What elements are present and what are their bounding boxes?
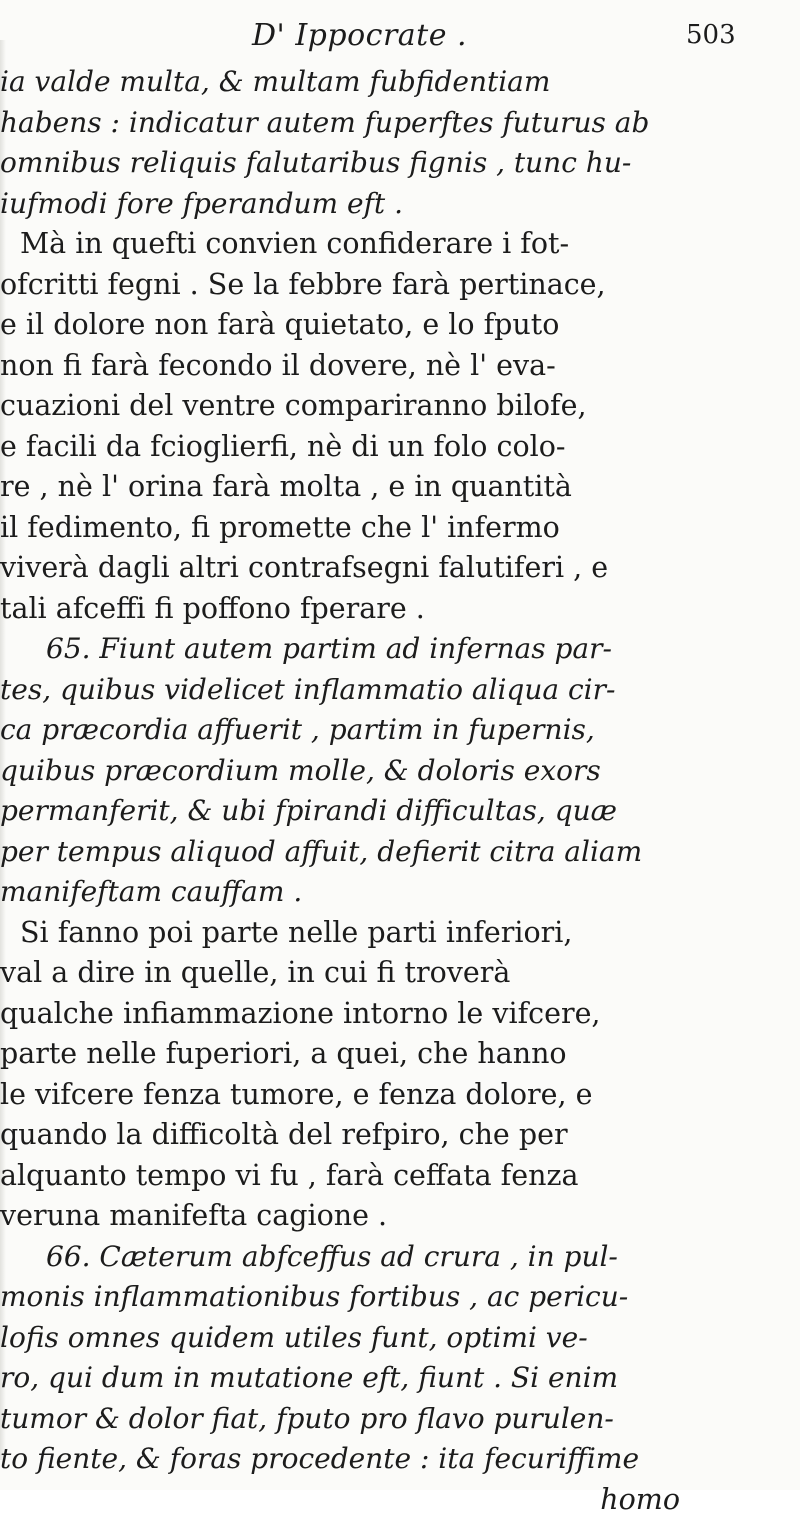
text-line: qualche infiammazione intorno le vifcere, [0,994,790,1035]
text-line: per tempus aliquod affuit, defierit citra aliam [0,832,790,873]
text-line: val a dire in quelle, in cui fi troverà [0,953,790,994]
catchword: homo [0,1480,790,1520]
text-line: viverà dagli altri contrafsegni falutiferi , e [0,548,790,589]
body-text [0,62,790,1520]
text-line: alquanto tempo vi fu , farà ceffata fenza [0,1156,790,1197]
text-line: il fedimento, fi promette che l' infermo [0,508,790,549]
text-line: quibus præcordium molle, & doloris exors [0,751,790,792]
text-line: tumor & dolor fiat, fputo pro flavo purulen- [0,1399,790,1440]
text-line: re , nè l' orina farà molta , e in quantità [0,467,790,508]
text-line: omnibus reliquis falutaribus fignis , tunc hu- [0,143,790,184]
text-line: habens : indicatur autem fuperftes futurus ab [0,103,790,144]
running-title: D' Ippocrate . [252,18,467,53]
text-line: ca præcordia affuerit , partim in fupernis, [0,710,790,751]
text-line: monis inflammationibus fortibus , ac pericu- [0,1277,790,1318]
text-line: e il dolore non farà quietato, e lo fputo [0,305,790,346]
text-line: tes, quibus videlicet inflammatio aliqua cir- [0,670,790,711]
text-line: to fiente, & foras procedente : ita fecuriffime [0,1439,790,1480]
text-line: ia valde multa, & multam fubfidentiam [0,62,790,103]
text-line: quando la difficoltà del refpiro, che per [0,1115,790,1156]
text-line: permanferit, & ubi fpirandi difficultas, quæ [0,791,790,832]
text-line: tali afceffi fi poffono fperare . [0,589,790,630]
text-line: lofis omnes quidem utiles funt, optimi ve- [0,1318,790,1359]
text-line: le vifcere fenza tumore, e fenza dolore, e [0,1075,790,1116]
text-line: e facili da fcioglierfi, nè di un folo colo- [0,427,790,468]
text-line: Si fanno poi parte nelle parti inferiori, [0,913,790,954]
text-line: ro, qui dum in mutatione eft, fiunt . Si enim [0,1358,790,1399]
text-line: iufmodi fore fperandum eft . [0,184,790,225]
text-line: 66. Cæterum abfceffus ad crura , in pul- [0,1237,790,1278]
page-number: 503 [686,20,736,50]
text-line: parte nelle fuperiori, a quei, che hanno [0,1034,790,1075]
text-line: manifeftam cauffam . [0,872,790,913]
text-line: 65. Fiunt autem partim ad infernas par- [0,629,790,670]
text-line: ofcritti fegni . Se la febbre farà pertinace, [0,265,790,306]
page-header [0,18,800,58]
text-line: non fi farà fecondo il dovere, nè l' eva- [0,346,790,387]
text-line: cuazioni del ventre compariranno bilofe, [0,386,790,427]
text-line: Mà in quefti convien confiderare i fot- [0,224,790,265]
text-line: veruna manifefta cagione . [0,1196,790,1237]
